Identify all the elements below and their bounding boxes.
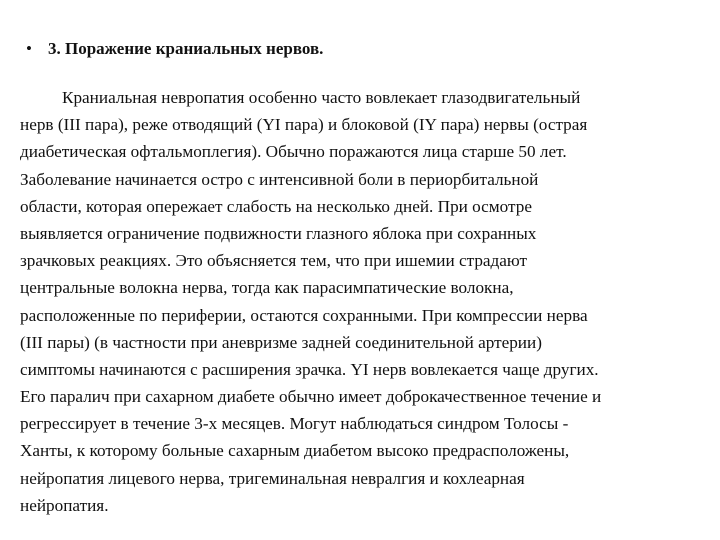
paragraph-line: регрессирует в течение 3-х месяцев. Могут наблюдаться синдром Толосы -	[20, 414, 569, 434]
paragraph-line: Ханты, к которому больные сахарным диабетом высоко предрасположены,	[20, 441, 570, 461]
paragraph-line: расположенные по периферии, остаются сохранными. При компрессии нерва	[20, 305, 588, 325]
heading-text: 3. Поражение краниальных нервов.	[48, 39, 324, 58]
paragraph-line: диабетическая офтальмоплегия). Обычно поражаются лица старше 50 лет.	[20, 142, 567, 162]
paragraph-line: Заболевание начинается остро с интенсивной боли в периорбитальной	[20, 169, 539, 189]
paragraph-line: нерв (III пара), реже отводящий (YI пара) и блоковой (IY пара) нервы (острая	[20, 115, 588, 135]
paragraph	[20, 84, 710, 519]
paragraph-line: зрачковых реакциях. Это объясняется тем, что при ишемии страдают	[20, 251, 528, 271]
paragraph-line: области, которая опережает слабость на несколько дней. При осмотре	[20, 196, 532, 216]
paragraph-line: Его паралич при сахарном диабете обычно имеет доброкачественное течение и	[20, 387, 602, 407]
paragraph-line: нейропатия лицевого нерва, тригеминальная невралгия и кохлеарная	[20, 468, 525, 488]
paragraph-line: (III пары) (в частности при аневризме задней соединительной артерии)	[20, 332, 542, 352]
paragraph-line: Краниальная невропатия особенно часто вовлекает глазодвигательный	[62, 88, 581, 107]
bullet-icon: •	[26, 39, 32, 58]
paragraph-line: центральные волокна нерва, тогда как парасимпатические волокна,	[20, 278, 514, 298]
paragraph-line: нейропатия.	[20, 495, 109, 515]
paragraph-line: выявляется ограничение подвижности глазного яблока при сохранных	[20, 223, 537, 243]
section-heading	[26, 38, 323, 60]
paragraph-line: симптомы начинаются с расширения зрачка. YI нерв вовлекается чаще других.	[20, 359, 599, 379]
